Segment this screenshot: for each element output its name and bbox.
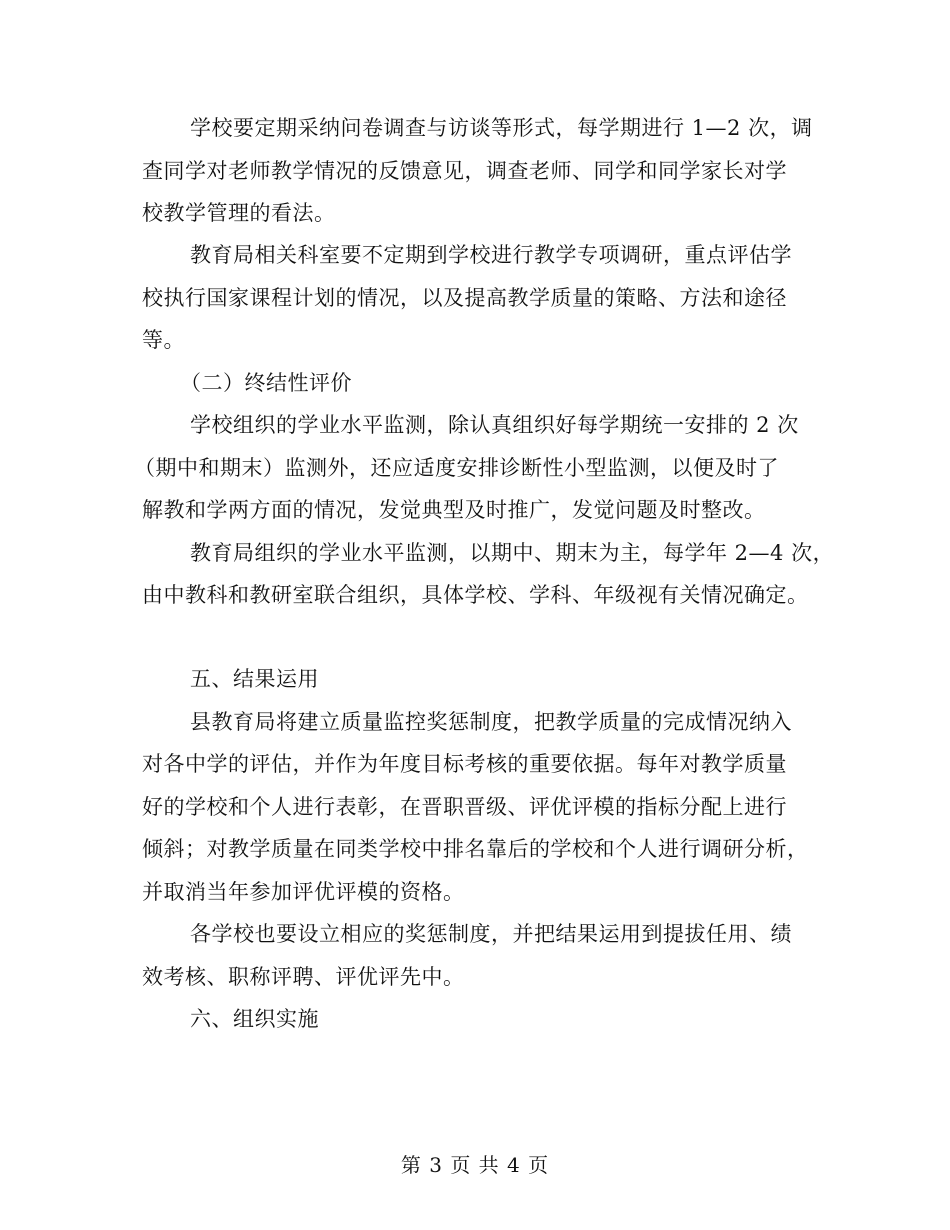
text-line: 效考核、职称评聘、评优评先中。 — [142, 965, 465, 989]
section-heading: 六、组织实施 — [190, 1007, 319, 1031]
text-line: （期中和期末）监测外，还应适度安排诊断性小型监测，以便及时了 — [134, 456, 779, 480]
section-heading: 五、结果运用 — [190, 667, 319, 691]
text-line: 学校要定期采纳问卷调查与访谈等形式，每学期进行 1—2 次，调 — [190, 116, 813, 140]
text-line: 学校组织的学业水平监测，除认真组织好每学期统一安排的 2 次 — [190, 413, 799, 437]
text-line: 各学校也要设立相应的奖惩制度，并把结果运用到提拔任用、绩 — [190, 922, 792, 946]
text-line: 教育局组织的学业水平监测，以期中、期末为主，每学年 2—4 次， — [190, 541, 835, 565]
page-number-footer: 第 3 页 共 4 页 — [400, 1153, 550, 1177]
text-line: 好的学校和个人进行表彰，在晋职晋级、评优评模的指标分配上进行 — [142, 795, 787, 819]
text-line: 查同学对老师教学情况的反馈意见，调查老师、同学和同学家长对学 — [142, 159, 787, 183]
text-line: 等。 — [142, 328, 185, 352]
section-heading: （二）终结性评价 — [180, 371, 352, 395]
text-line: 校执行国家课程计划的情况，以及提高教学质量的策略、方法和途径 — [142, 286, 787, 310]
text-line: 教育局相关科室要不定期到学校进行教学专项调研，重点评估学 — [190, 243, 792, 267]
text-line: 县教育局将建立质量监控奖惩制度，把教学质量的完成情况纳入 — [190, 710, 792, 734]
text-line: 倾斜；对教学质量在同类学校中排名靠后的学校和个人进行调研分析， — [142, 837, 809, 861]
text-line: 由中教科和教研室联合组织，具体学校、学科、年级视有关情况确定。 — [142, 583, 809, 607]
text-line: 解教和学两方面的情况，发觉典型及时推广，发觉问题及时整改。 — [142, 498, 766, 522]
text-line: 并取消当年参加评优评模的资格。 — [142, 880, 465, 904]
text-line: 对各中学的评估，并作为年度目标考核的重要依据。每年对教学质量 — [142, 752, 787, 776]
text-line: 校教学管理的看法。 — [142, 201, 336, 225]
